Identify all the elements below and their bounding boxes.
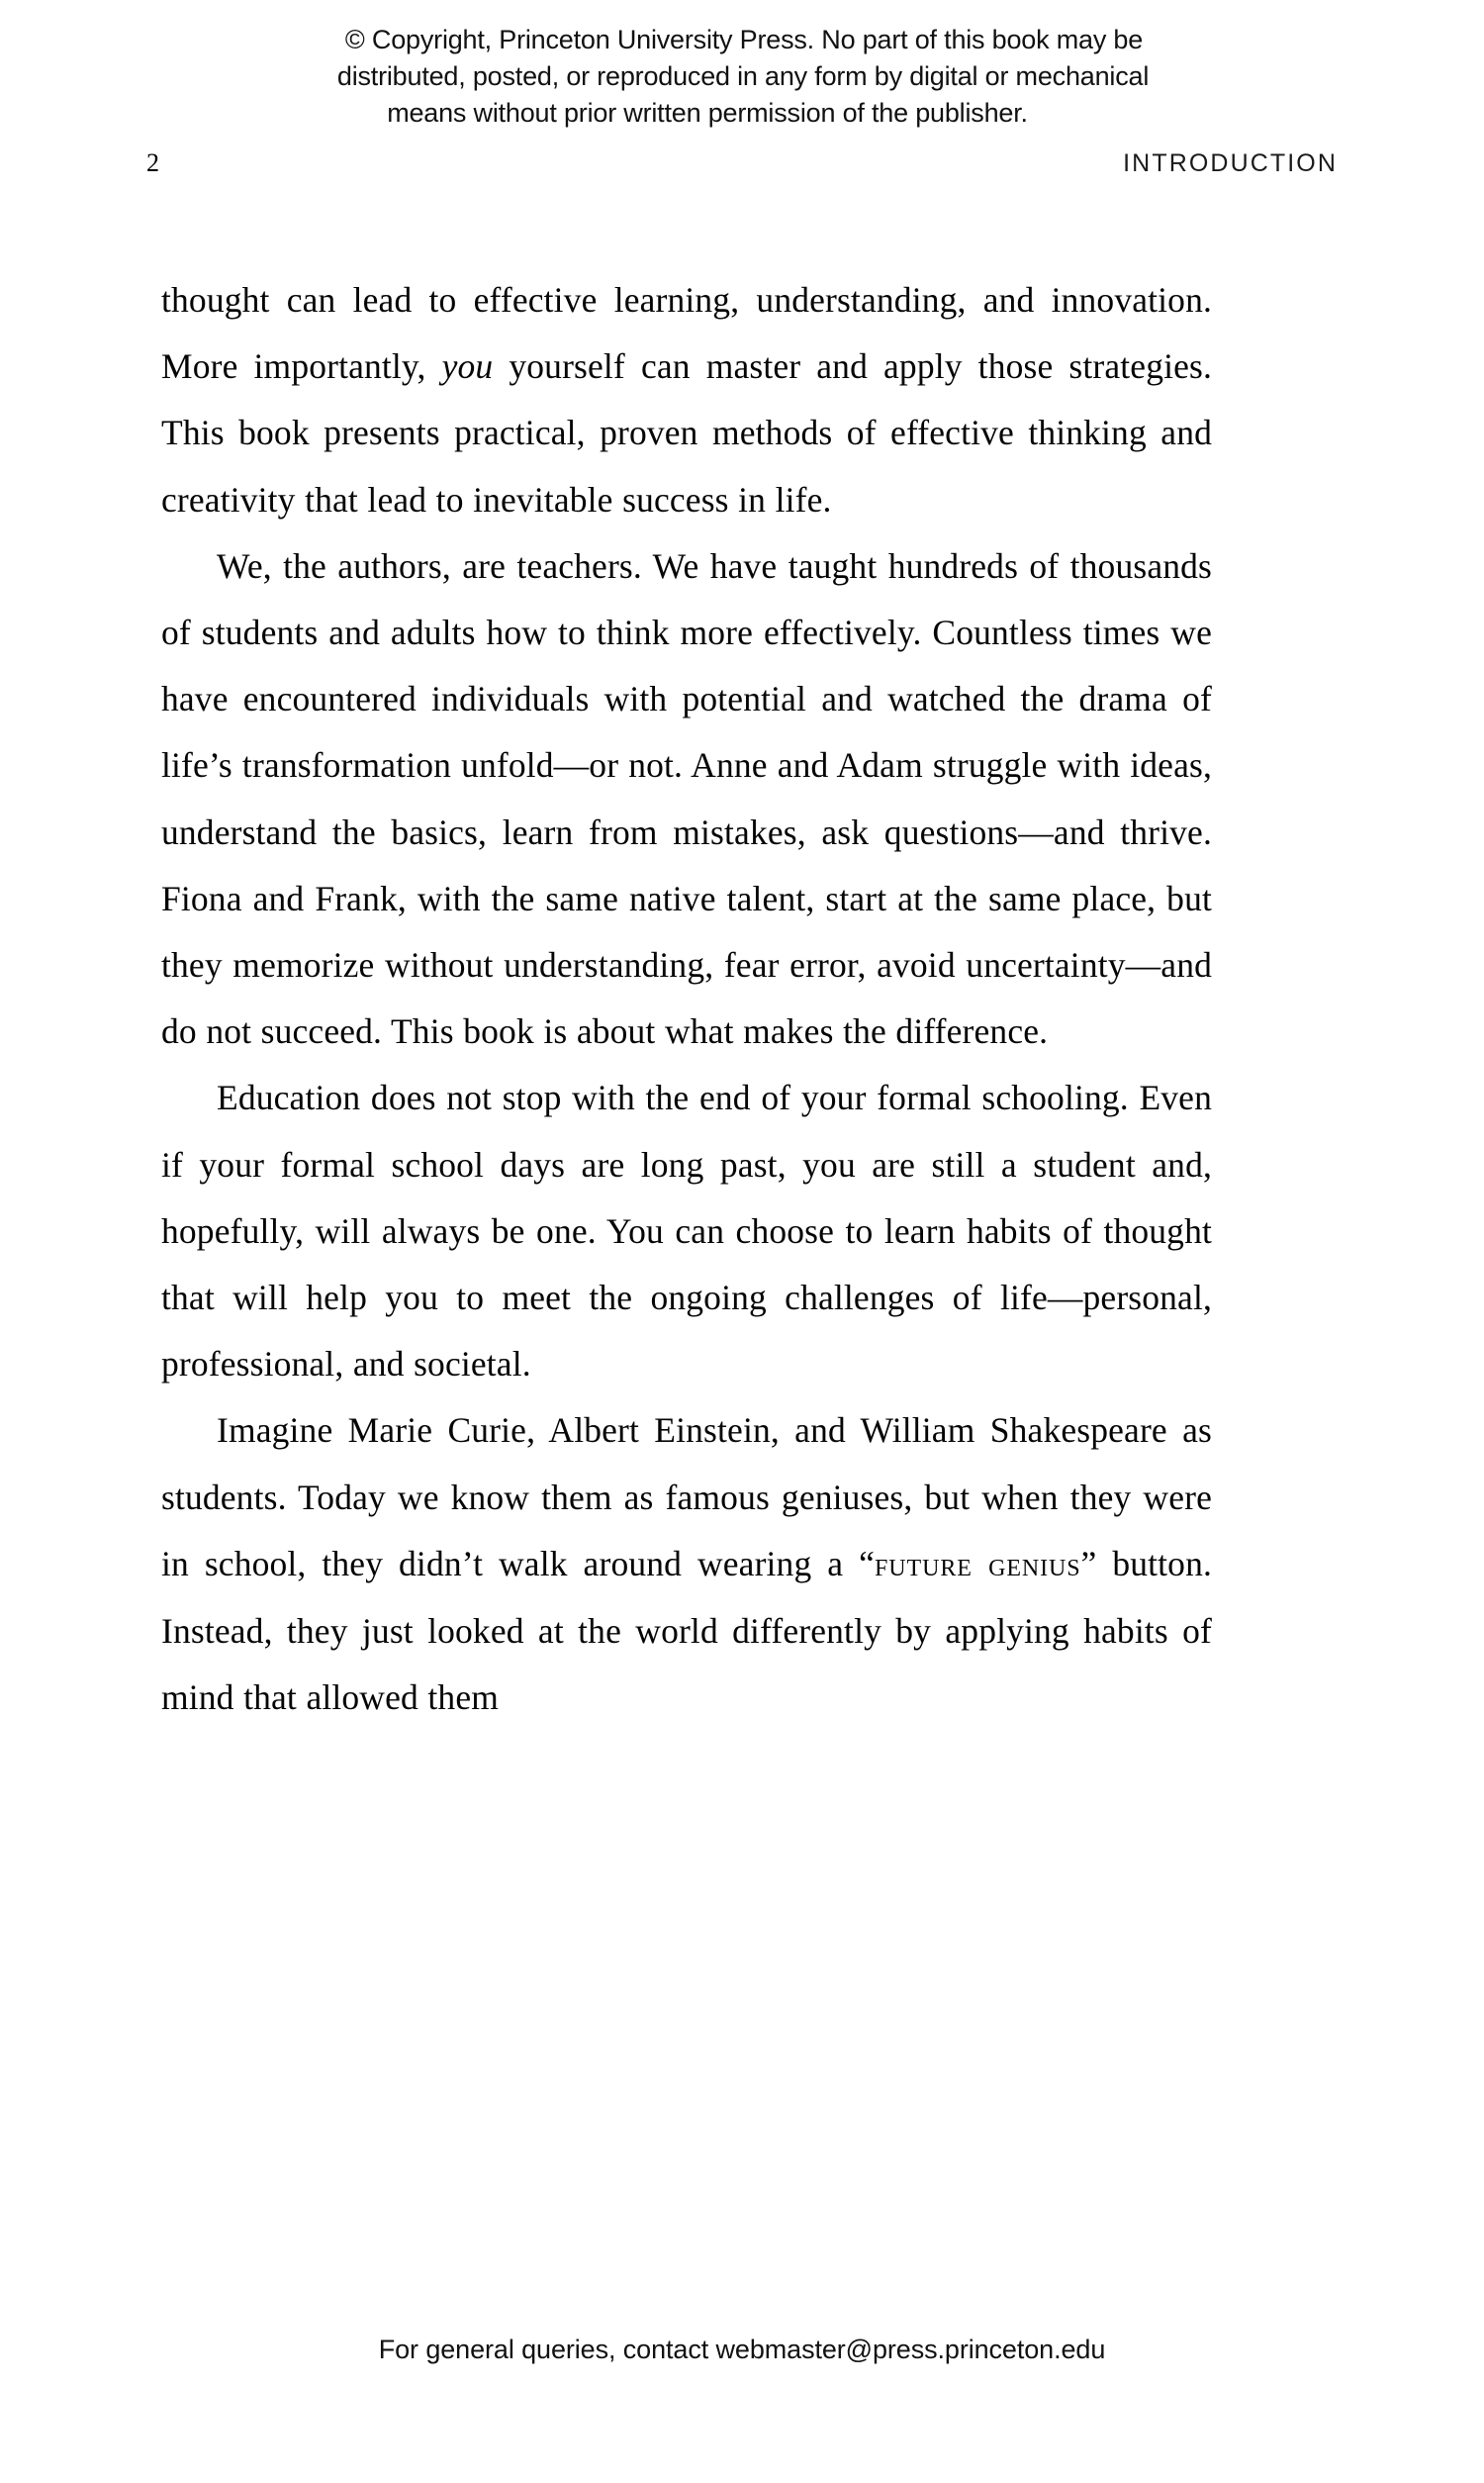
copyright-watermark-line-2: distributed, posted, or reproduced in any form by digital or mechanical: [336, 61, 1150, 91]
paragraph: [161, 267, 1212, 533]
text-run: yourself can master and apply those strategies. This book presents practical, proven methods of effective thinking and creativity that lead to inevitable success in life.: [161, 346, 1213, 520]
text-run: Imagine Marie Curie, Albert Einstein, and William Shakespeare as students. Today we know them as famous geniuses, but when they were in school, they didn’t walk around wearing a “: [161, 1410, 1212, 1583]
small-caps-text: future genius: [875, 1546, 1081, 1583]
text-run: We, the authors, are teachers. We have taught hundreds of thousands of students and adults how to think more effectively. Countless times we have encountered individuals with potential and watched the drama of life’s transformation unfold—or not. Anne and Adam struggle with ideas, understand the basics, learn from mistakes, ask questions—and thrive. Fiona and Frank, with the same native talent, start at the same place, but they memorize without understanding, fear error, avoid uncertainty—and do not succeed. This book is about what makes the difference.: [161, 545, 1212, 1052]
body-text-block: [161, 267, 1212, 1731]
running-head: [0, 146, 1484, 180]
paragraph: [161, 1065, 1212, 1397]
text-run: thought can lead to effective learning, understanding, and innovation. More importantly,: [161, 280, 1212, 387]
page-number: 2: [146, 148, 159, 177]
paragraph: [161, 533, 1212, 1066]
text-run: Education does not stop with the end of your formal schooling. Even if your formal school days are long past, you are still a student and, hopefully, will always be one. You can choose to learn habits of thought that will help you to meet the ongoing challenges of life—personal, professional, and societal.: [161, 1078, 1212, 1385]
paragraph: [161, 1397, 1212, 1731]
copyright-watermark-line-1: © Copyright, Princeton University Press. No part of this book may be: [344, 25, 1144, 54]
copyright-watermark-line-3: means without prior written permission of the publisher.: [387, 98, 1028, 128]
running-head-title: INTRODUCTION: [1123, 149, 1338, 177]
text-run: ” button. Instead, they just looked at the world differently by applying habits of mind that allowed them: [161, 1543, 1212, 1718]
copyright-watermark: [0, 22, 1484, 132]
footer-queries-notice: For general queries, contact webmaster@press.princeton.edu: [378, 2335, 1106, 2364]
emphasis-text: you: [441, 346, 494, 387]
